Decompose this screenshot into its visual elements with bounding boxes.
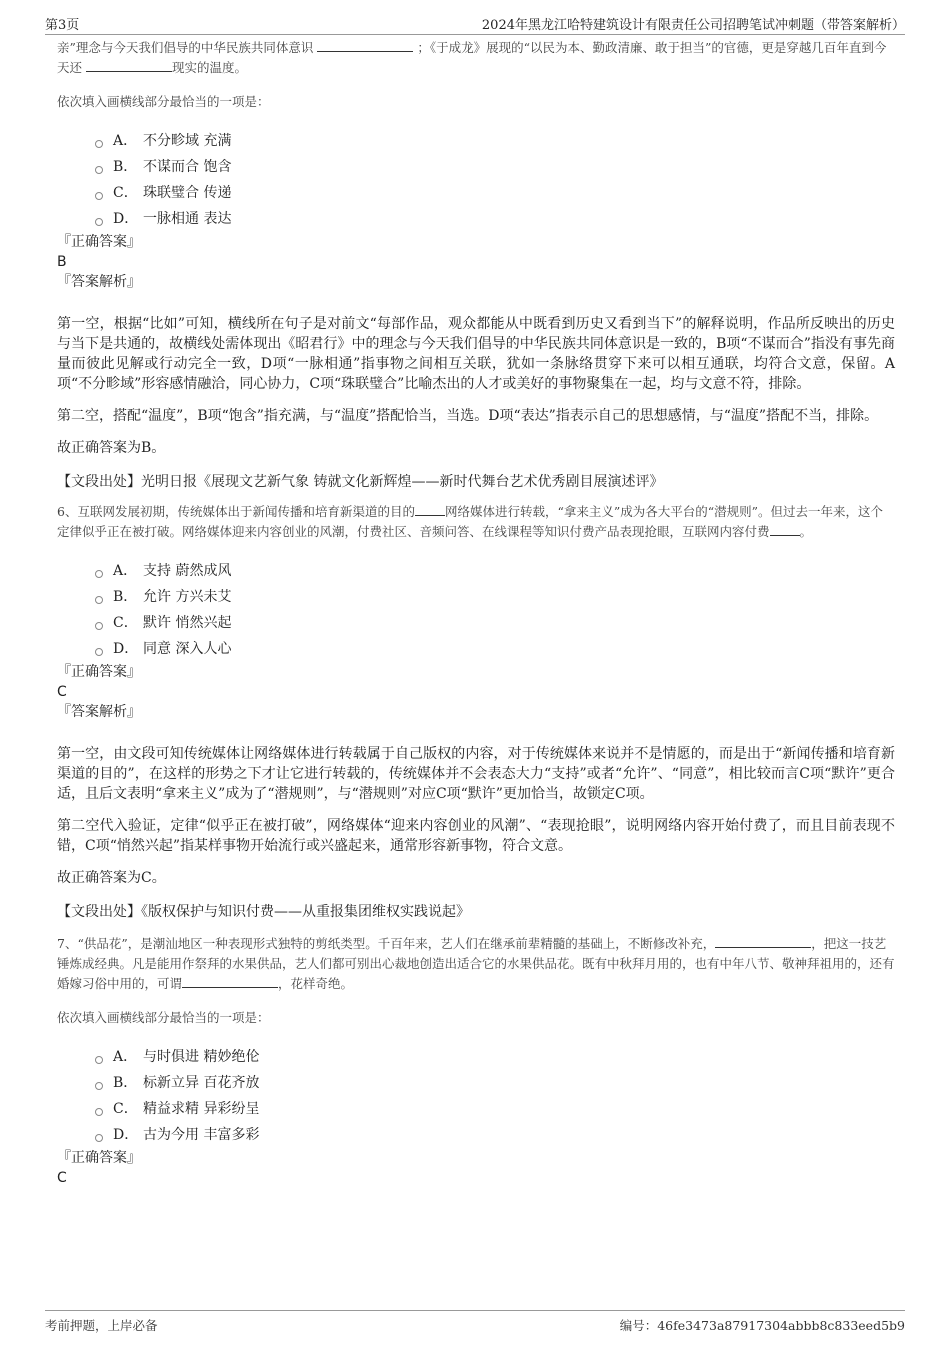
- radio-icon[interactable]: [95, 166, 103, 174]
- option-d[interactable]: D． 一脉相通 表达: [95, 206, 895, 232]
- option-a[interactable]: A． 不分畛域 充满: [95, 128, 895, 154]
- option-d[interactable]: D． 古为今用 丰富多彩: [95, 1122, 895, 1148]
- source-citation: 【文段出处】光明日报《展现文艺新气象 铸就文化新辉煌——新时代舞台艺术优秀剧目展演述评》: [57, 474, 664, 490]
- analysis-paragraph: 第二空，搭配“温度”，B项“饱含”指充满，与“温度”搭配恰当，当选。D项“表达”指表示自己的思想感情，与“温度”搭配不当，排除。: [57, 408, 879, 424]
- answer-label: 『正确答案』: [57, 234, 141, 250]
- fill-blank: [770, 523, 800, 536]
- analysis-conclusion: 故正确答案为B。: [57, 440, 166, 456]
- fill-blank: [182, 975, 278, 988]
- option-b[interactable]: B． 不谋而合 饱含: [95, 154, 895, 180]
- option-a[interactable]: A． 支持 蔚然成风: [95, 558, 895, 584]
- analysis-paragraph: 第一空，根据“比如”可知，横线所在句子是对前文“每部作品，观众都能从中既看到历史又看到当下”的解释说明，作品所反映出的历史与当下是共通的，故横线处需体现出《昭君行》中的理念与今天我们倡导的中华民族共同体意识是一致的，B项“不谋而合”指没有事先商量而彼此见解或行动完全一致，D项“一脉相通”指事物之间相互关联，犹如一条脉络贯穿下来可以相互通联，均符合文意，保留。A项“不分畛域”形容感情融洽，同心协力，C项“珠联璧合”比喻杰出的人才或美好的事物聚集在一起，均与文意不符，排除。: [57, 316, 895, 392]
- analysis-paragraph: 第二空代入验证，定律“似乎正在被打破”，网络媒体“迎来内容创业的风潮”、“表现抢眼”，说明网络内容开始付费了，而且目前表现不错，C项“悄然兴起”指某样事物开始流行或兴盛起来，通常形容新事物，符合文意。: [57, 818, 895, 854]
- radio-icon[interactable]: [95, 218, 103, 226]
- option-b[interactable]: B． 标新立异 百花齐放: [95, 1070, 895, 1096]
- q5-stem-part-b: ；《于成龙》展现的“以民为本、勤政清廉、敢于担当”的官德，更是穿越几百年直到今天还: [57, 40, 887, 75]
- page-footer: [45, 1310, 905, 1335]
- q5-stem: [57, 38, 895, 78]
- q5-options: [95, 128, 895, 232]
- source-citation: 【文段出处】《版权保护与知识付费——从重报集团维权实践说起》: [57, 904, 470, 920]
- answer-value: C: [57, 1170, 67, 1186]
- q5-prompt: 依次填入画横线部分最恰当的一项是：: [57, 94, 270, 109]
- radio-icon[interactable]: [95, 1108, 103, 1116]
- analysis-label: 『答案解析』: [57, 274, 141, 290]
- fill-blank: [415, 503, 445, 516]
- page-header: [45, 12, 905, 35]
- answer-label: 『正确答案』: [57, 664, 141, 680]
- option-d[interactable]: D． 同意 深入人心: [95, 636, 895, 662]
- radio-icon[interactable]: [95, 648, 103, 656]
- radio-icon[interactable]: [95, 1056, 103, 1064]
- q6-options: [95, 558, 895, 662]
- answer-value: B: [57, 254, 67, 270]
- analysis-conclusion: 故正确答案为C。: [57, 870, 166, 886]
- analysis-paragraph: 第一空，由文段可知传统媒体让网络媒体进行转载属于自己版权的内容，对于传统媒体来说并不是情愿的，而是出于“新闻传播和培育新渠道的目的”，在这样的形势之下才让它进行转载的，传统媒体并不会表态大力“支持”或者“允许”、“同意”，相比较而言C项“默许”更合适，且后文表明“拿来主义”成为了“潜规则”，与“潜规则”对应C项“默许”更加恰当，故锁定C项。: [57, 746, 895, 802]
- page-number: 第3页: [45, 18, 80, 33]
- fill-blank: [317, 39, 413, 52]
- radio-icon[interactable]: [95, 1134, 103, 1142]
- page-content: [57, 38, 895, 1188]
- radio-icon[interactable]: [95, 1082, 103, 1090]
- fill-blank: [715, 935, 811, 948]
- q5-stem-part-c: 现实的温度。: [172, 60, 248, 75]
- radio-icon[interactable]: [95, 140, 103, 148]
- radio-icon[interactable]: [95, 596, 103, 604]
- radio-icon[interactable]: [95, 192, 103, 200]
- answer-value: C: [57, 684, 67, 700]
- radio-icon[interactable]: [95, 570, 103, 578]
- option-c[interactable]: C． 默许 悄然兴起: [95, 610, 895, 636]
- document-id: 编号：46fe3473a87917304abbb8c833eed5b9: [619, 1318, 905, 1333]
- radio-icon[interactable]: [95, 622, 103, 630]
- option-c[interactable]: C． 珠联璧合 传递: [95, 180, 895, 206]
- fill-blank: [86, 59, 172, 72]
- option-c[interactable]: C． 精益求精 异彩纷呈: [95, 1096, 895, 1122]
- footer-slogan: 考前押题，上岸必备: [45, 1318, 158, 1333]
- answer-label: 『正确答案』: [57, 1150, 141, 1166]
- analysis-label: 『答案解析』: [57, 704, 141, 720]
- option-a[interactable]: A． 与时俱进 精妙绝伦: [95, 1044, 895, 1070]
- q7-prompt: 依次填入画横线部分最恰当的一项是：: [57, 1010, 270, 1025]
- document-title: 2024年黑龙江哈特建筑设计有限责任公司招聘笔试冲刺题（带答案解析）: [481, 18, 905, 33]
- q7-options: [95, 1044, 895, 1148]
- q6-stem: 6、互联网发展初期，传统媒体出于新闻传播和培育新渠道的目的 网络媒体进行转载，“拿来主义”成为各大平台的“潜规则”。但过去一年来，这个定律似乎正在被打破。网络媒体迎来内容创业的风潮，付费社区、音频问答、在线课程等知识付费产品表现抢眼，互联网内容付费 。: [57, 504, 884, 539]
- q7-stem: 7、“供品花”，是潮汕地区一种表现形式独特的剪纸类型。千百年来，艺人们在继承前辈精髓的基础上，不断修改补充， ，把这一技艺锤炼成经典。凡是能用作祭拜的水果供品，艺人们都可别出心裁地创造出适合它的水果供品花。既有中秋拜月用的，也有中年八节、敬神拜祖用的，还有婚嫁习俗中用的，可谓 ，花样奇绝。: [57, 936, 895, 991]
- option-b[interactable]: B． 允许 方兴未艾: [95, 584, 895, 610]
- q5-stem-part-a: 亲”理念与今天我们倡导的中华民族共同体意识: [57, 40, 314, 55]
